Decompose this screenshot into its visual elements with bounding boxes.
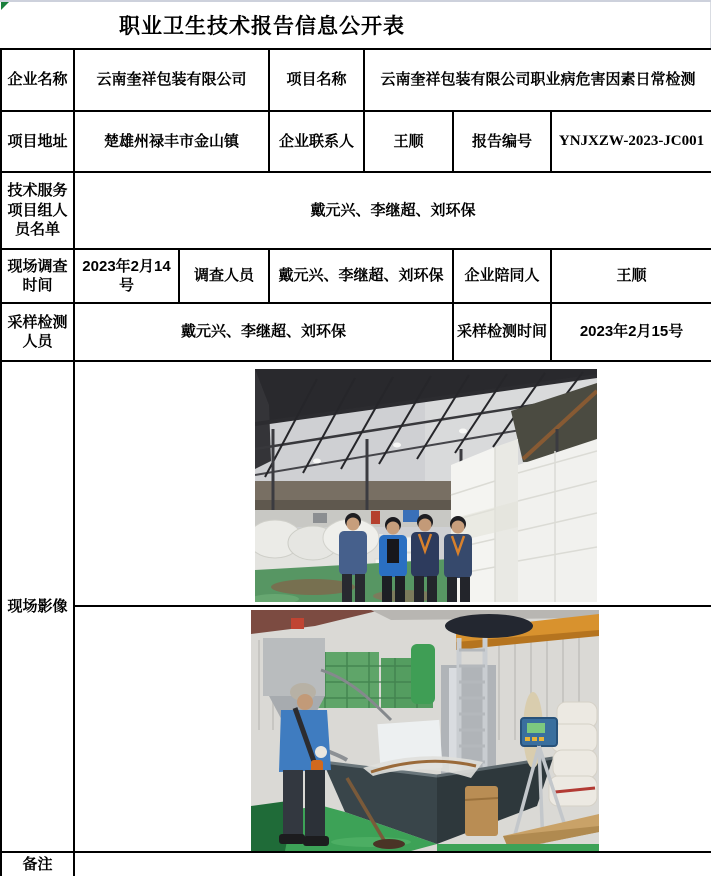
company-name-value: 云南奎祥包装有限公司 [74, 49, 269, 111]
table-row [1, 172, 711, 249]
sampling-time-value: 2023年2月15号 [551, 303, 711, 361]
project-name-label: 项目名称 [269, 49, 364, 111]
report-number-value: YNJXZW-2023-JC001 [551, 111, 711, 172]
remarks-label: 备注 [1, 852, 74, 876]
survey-time-label: 现场调查时间 [1, 249, 74, 303]
table-row [1, 303, 711, 361]
warehouse-group-photo-art [255, 369, 597, 602]
service-team-value: 戴元兴、李继超、刘环保 [74, 172, 711, 249]
table-row [1, 111, 711, 172]
service-team-label: 技术服务项目组人员名单 [1, 172, 74, 249]
table-row [1, 361, 711, 606]
page-title: 职业卫生技术报告信息公开表 [119, 15, 405, 38]
table-row [1, 606, 711, 852]
sampling-equipment-photo-art [251, 610, 599, 851]
company-name-label: 企业名称 [1, 49, 74, 111]
company-contact-label: 企业联系人 [269, 111, 364, 172]
table-row [1, 852, 711, 876]
sampling-time-label: 采样检测时间 [453, 303, 551, 361]
report-info-table [0, 48, 711, 876]
escort-value: 王顺 [551, 249, 711, 303]
sampling-equipment-photo [251, 610, 599, 851]
table-row [1, 249, 711, 303]
survey-time-value: 2023年2月14号 [74, 249, 179, 303]
escort-label: 企业陪同人 [453, 249, 551, 303]
sampling-staff-value: 戴元兴、李继超、刘环保 [74, 303, 453, 361]
project-name-value: 云南奎祥包装有限公司职业病危害因素日常检测 [364, 49, 711, 111]
sampling-staff-label: 采样检测人员 [1, 303, 74, 361]
project-address-label: 项目地址 [1, 111, 74, 172]
warehouse-group-photo [255, 369, 597, 602]
site-photo-cell-1 [74, 361, 711, 606]
company-contact-value: 王顺 [364, 111, 453, 172]
site-photo-cell-2 [74, 606, 711, 852]
project-address-value: 楚雄州禄丰市金山镇 [74, 111, 269, 172]
surveyor-label: 调查人员 [179, 249, 269, 303]
remarks-value [74, 852, 711, 876]
table-row [1, 49, 711, 111]
site-images-label: 现场影像 [1, 361, 74, 852]
report-number-label: 报告编号 [453, 111, 551, 172]
surveyor-value: 戴元兴、李继超、刘环保 [269, 249, 453, 303]
title-bar [0, 2, 711, 48]
